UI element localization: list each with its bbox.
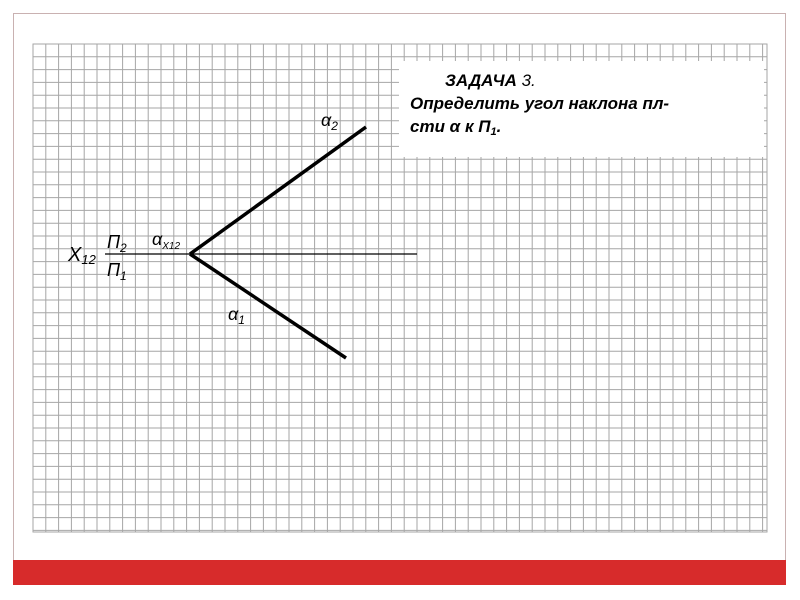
trace-alpha1 <box>190 254 346 358</box>
bottom-accent-bar <box>13 560 786 585</box>
task-line-2-end: . <box>496 117 502 136</box>
task-line-1: Определить угол наклона пл- <box>410 94 670 113</box>
task-title-word: ЗАДАЧА <box>445 71 517 90</box>
label-alpha1: $\alpha_1$ <box>228 304 245 327</box>
label-plane-p2: $П_2$ <box>107 232 127 255</box>
task-line-2 <box>410 115 764 144</box>
task-statement <box>399 61 764 157</box>
label-alpha2: $\alpha_2$ <box>321 110 338 133</box>
task-line-2-sub: 1 <box>490 126 497 138</box>
label-alpha-x12: $\alpha_{X12}$ <box>152 229 181 252</box>
task-line-2-text: сти α к П <box>410 117 491 136</box>
task-title <box>410 69 764 92</box>
task-number: 3. <box>521 71 536 90</box>
label-axis-x12: X12 <box>68 244 96 267</box>
label-plane-p1: $П_1$ <box>107 260 127 283</box>
